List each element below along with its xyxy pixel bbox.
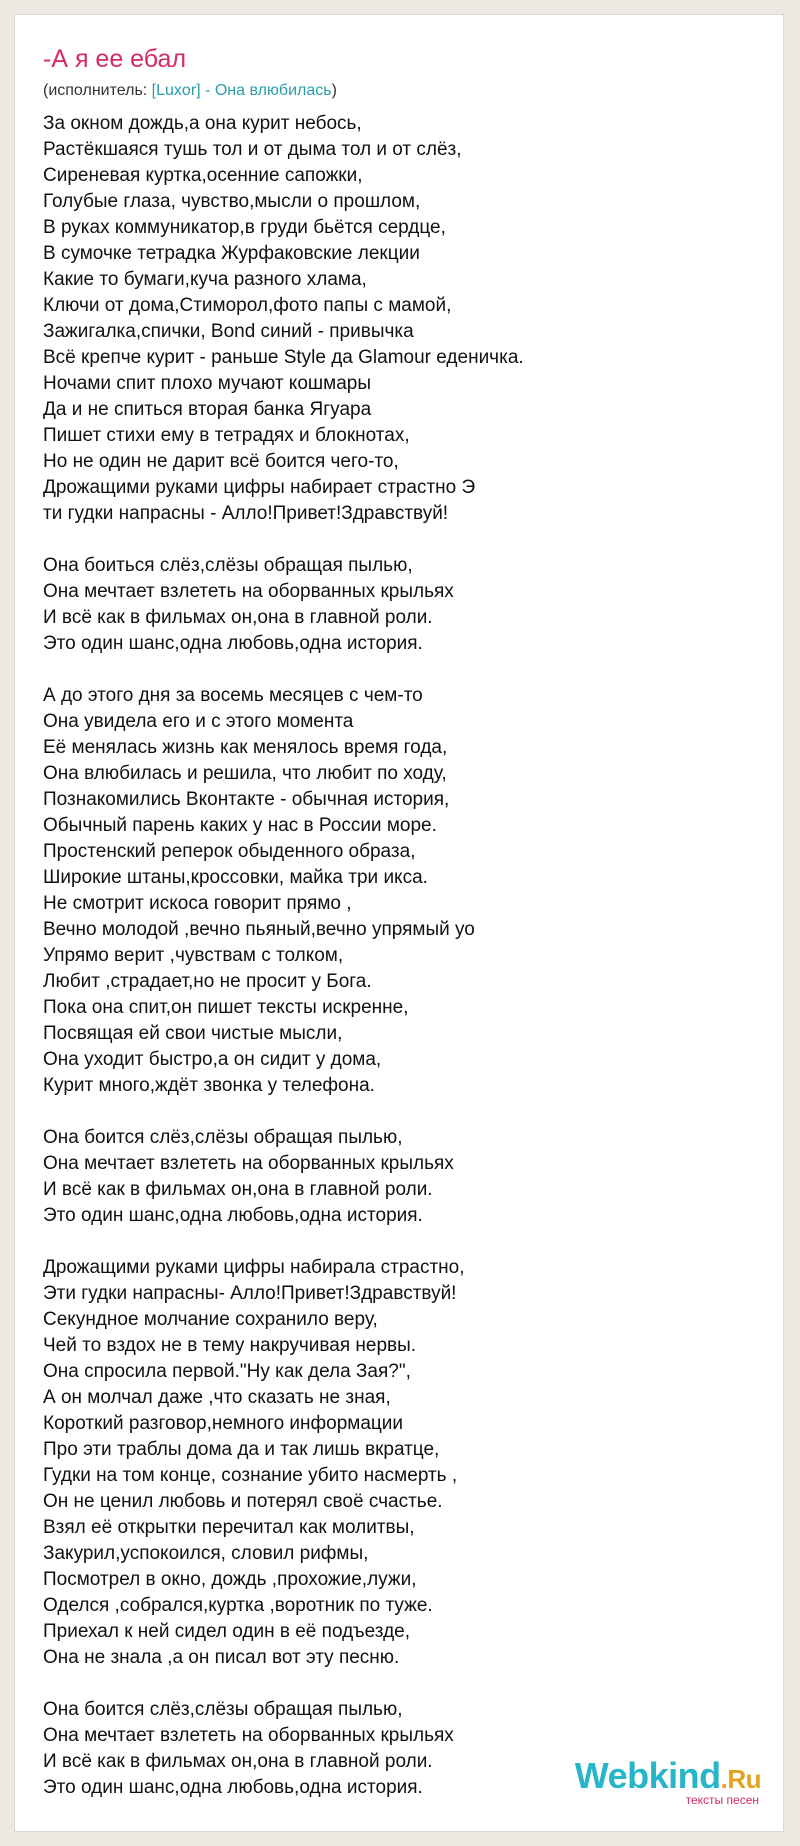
lyric-line: Ключи от дома,Стиморол,фото папы с мамой, — [43, 295, 452, 316]
lyric-line: Простенский реперок обыденного образа, — [43, 841, 416, 862]
lyric-line: Приехал к ней сидел один в её подъезде, — [43, 1621, 411, 1642]
page-title: -А я ее ебал — [43, 45, 187, 73]
lyric-line: А до этого дня за восемь месяцев с чем-то — [43, 685, 423, 706]
lyrics-stanza — [43, 553, 773, 657]
lyric-line: Это один шанс,одна любовь,одна история. — [43, 633, 423, 654]
lyrics-stanza — [43, 111, 773, 527]
lyric-line: Гудки на том конце, сознание убито насмерть , — [43, 1465, 458, 1486]
lyric-line: Пока она спит,он пишет тексты искренне, — [43, 997, 409, 1018]
lyric-line: Её менялась жизнь как менялось время года, — [43, 737, 448, 758]
lyric-line: Это один шанс,одна любовь,одна история. — [43, 1777, 423, 1798]
lyric-line: Любит ,страдает,но не просит у Бога. — [43, 971, 372, 992]
lyrics-stanza — [43, 1125, 773, 1229]
lyric-line: ти гудки напрасны - Алло!Привет!Здравствуй! — [43, 503, 449, 524]
song-title-link[interactable]: Она влюбилась — [214, 82, 332, 99]
lyric-line: Ночами спит плохо мучают кошмары — [43, 373, 371, 394]
subtitle-prefix: (исполнитель: — [43, 82, 152, 99]
lyric-line: Да и не спиться вторая банка Ягуара — [43, 399, 372, 420]
site-logo[interactable] — [574, 1755, 761, 1807]
lyric-line: Посмотрел в окно, дождь ,прохожие,лужи, — [43, 1569, 417, 1590]
lyric-line: Секундное молчание сохранило веру, — [43, 1309, 378, 1330]
lyric-line: Она не знала ,а он писал вот эту песню. — [43, 1647, 400, 1668]
lyric-line: Взял её открытки перечитал как молитвы, — [43, 1517, 415, 1538]
lyric-line: Закурил,успокоился, словил рифмы, — [43, 1543, 369, 1564]
lyric-line: Она боится слёз,слёзы обращая пылью, — [43, 1127, 403, 1148]
lyric-line: Обычный парень каких у нас в России море. — [43, 815, 437, 836]
lyric-line: Упрямо верит ,чувствам с толком, — [43, 945, 344, 966]
lyric-line: А он молчал даже ,что сказать не зная, — [43, 1387, 391, 1408]
lyric-line: Не смотрит искоса говорит прямо , — [43, 893, 352, 914]
logo-tld: .Ru — [720, 1764, 761, 1794]
lyric-line: Курит много,ждёт звонка у телефона. — [43, 1075, 375, 1096]
lyrics-stanza — [43, 1255, 773, 1671]
lyric-line: Она уходит быстро,а он сидит у дома, — [43, 1049, 382, 1070]
lyric-line: Она мечтает взлететь на оборванных крыльях — [43, 1725, 454, 1746]
lyric-line: Но не один не дарит всё боится чего-то, — [43, 451, 399, 472]
lyric-line: Это один шанс,одна любовь,одна история. — [43, 1205, 423, 1226]
lyric-line: Она мечтает взлететь на оборванных крыльях — [43, 1153, 454, 1174]
lyric-line: Она влюбилась и решила, что любит по ходу, — [43, 763, 447, 784]
lyric-line: И всё как в фильмах он,она в главной роли. — [43, 1179, 433, 1200]
lyric-line: И всё как в фильмах он,она в главной роли. — [43, 1751, 433, 1772]
subtitle-suffix: ) — [331, 82, 337, 99]
lyric-line: В руках коммуникатор,в груди бьётся сердце, — [43, 217, 446, 238]
lyric-line: Она боиться слёз,слёзы обращая пылью, — [43, 555, 413, 576]
lyric-line: Она боится слёз,слёзы обращая пылью, — [43, 1699, 403, 1720]
lyric-line: И всё как в фильмах он,она в главной роли. — [43, 607, 433, 628]
lyric-line: Всё крепче курит - раньше Style да Glamour еденичка. — [43, 347, 524, 368]
song-subtitle — [43, 81, 337, 100]
lyric-line: Про эти траблы дома да и так лишь вкратце, — [43, 1439, 440, 1460]
lyric-line: Широкие штаны,кроссовки, майка три икса. — [43, 867, 428, 888]
lyric-line: Она спросила первой."Ну как дела Зая?", — [43, 1361, 411, 1382]
lyric-line: Короткий разговор,немного информации — [43, 1413, 404, 1434]
lyric-line: Он не ценил любовь и потерял своё счастье. — [43, 1491, 443, 1512]
lyric-line: Эти гудки напрасны- Алло!Привет!Здравствуй! — [43, 1283, 457, 1304]
lyric-line: Дрожащими руками цифры набирает страстно Э — [43, 477, 476, 498]
artist-link[interactable]: [Luxor] — [151, 82, 201, 99]
lyric-line: Вечно молодой ,вечно пьяный,вечно упрямый уо — [43, 919, 475, 940]
lyric-line: Чей то вздох не в тему накручивая нервы. — [43, 1335, 417, 1356]
logo-tagline: тексты песен — [685, 1793, 759, 1807]
lyric-line: Растёкшаяся тушь тол и от дыма тол и от слёз, — [43, 139, 462, 160]
lyric-line: Оделся ,собрался,куртка ,воротник по туже. — [43, 1595, 433, 1616]
lyric-line: В сумочке тетрадка Журфаковские лекции — [43, 243, 420, 264]
lyric-line: Дрожащими руками цифры набирала страстно, — [43, 1257, 465, 1278]
lyric-line: Познакомились Вконтакте - обычная история, — [43, 789, 450, 810]
lyric-line: Сиреневая куртка,осенние сапожки, — [43, 165, 363, 186]
song-separator: - — [200, 82, 215, 99]
logo-name: Webkind — [574, 1755, 721, 1796]
lyric-line: Она мечтает взлететь на оборванных крыльях — [43, 581, 454, 602]
lyric-line: Она увидела его и с этого момента — [43, 711, 354, 732]
lyric-line: Посвящая ей свои чистые мысли, — [43, 1023, 343, 1044]
lyrics-card — [14, 14, 784, 1832]
lyrics-stanza — [43, 683, 773, 1099]
lyric-line: Голубые глаза, чувство,мысли о прошлом, — [43, 191, 421, 212]
lyric-line: За окном дождь,а она курит небось, — [43, 113, 362, 134]
lyric-line: Пишет стихи ему в тетрадях и блокнотах, — [43, 425, 410, 446]
logo-wordmark — [574, 1755, 761, 1797]
lyrics-body — [43, 111, 773, 1827]
lyric-line: Какие то бумаги,куча разного хлама, — [43, 269, 367, 290]
lyric-line: Зажигалка,спички, Bond синий - привычка — [43, 321, 414, 342]
